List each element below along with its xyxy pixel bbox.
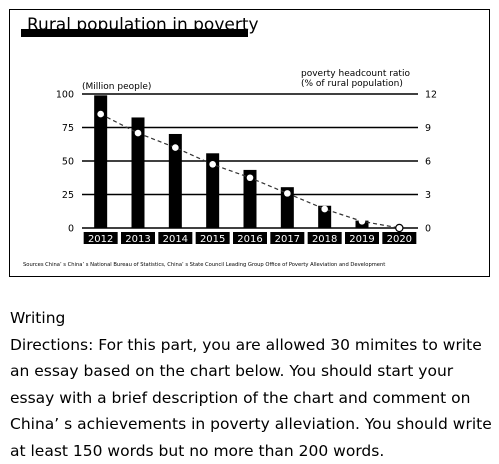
right-tick-label: 12	[425, 90, 437, 101]
chart-title: Rural population in poverty	[27, 15, 259, 35]
right-tick-label: 9	[425, 123, 431, 134]
writing-directions: Directions: For this part, you are allowed 30 mimites to write an essay based on the chart below. You should start your essay with a brief description of the chart and comment on China’ s achievements in poverty alleviation. You should write at least 150 words but no more than 200 words.	[10, 332, 492, 464]
ratio-point-2012	[97, 111, 104, 118]
right-axis-label-line1: poverty headcount ratio	[301, 69, 410, 79]
left-tick-label: 50	[62, 157, 74, 168]
left-tick-label: 0	[68, 224, 74, 235]
year-label: 2012	[88, 234, 113, 245]
year-label: 2018	[312, 234, 337, 245]
left-tick-label: 100	[56, 90, 74, 101]
poverty-chart	[10, 10, 491, 278]
ratio-point-2017	[284, 190, 291, 197]
year-label: 2016	[237, 234, 262, 245]
ratio-point-2016	[247, 174, 254, 181]
year-label: 2013	[125, 234, 150, 245]
chart-source: Sources China’ s China’ s National Bureau of Statistics, China’ s State Council Leading Group Office of Poverty Alleviation and Development	[23, 262, 385, 268]
chart-panel	[9, 9, 490, 277]
ratio-point-2013	[135, 130, 142, 137]
writing-heading: Writing	[10, 305, 492, 332]
year-label: 2019	[349, 234, 374, 245]
ratio-point-2020	[396, 224, 403, 231]
left-axis-label: (Million people)	[82, 82, 151, 92]
right-tick-label: 3	[425, 190, 431, 201]
year-label: 2020	[387, 234, 412, 245]
year-label: 2017	[275, 234, 300, 245]
right-axis-label-line2: (% of rural population)	[301, 79, 403, 89]
right-tick-label: 0	[425, 224, 431, 235]
year-label: 2015	[200, 234, 225, 245]
right-tick-label: 6	[425, 157, 431, 168]
left-tick-label: 75	[62, 123, 74, 134]
ratio-point-2014	[172, 144, 179, 151]
ratio-point-2019	[359, 218, 366, 225]
writing-task	[10, 305, 492, 464]
year-label: 2014	[163, 234, 188, 245]
ratio-point-2015	[209, 161, 216, 168]
left-tick-label: 25	[62, 190, 74, 201]
ratio-point-2018	[321, 206, 328, 213]
